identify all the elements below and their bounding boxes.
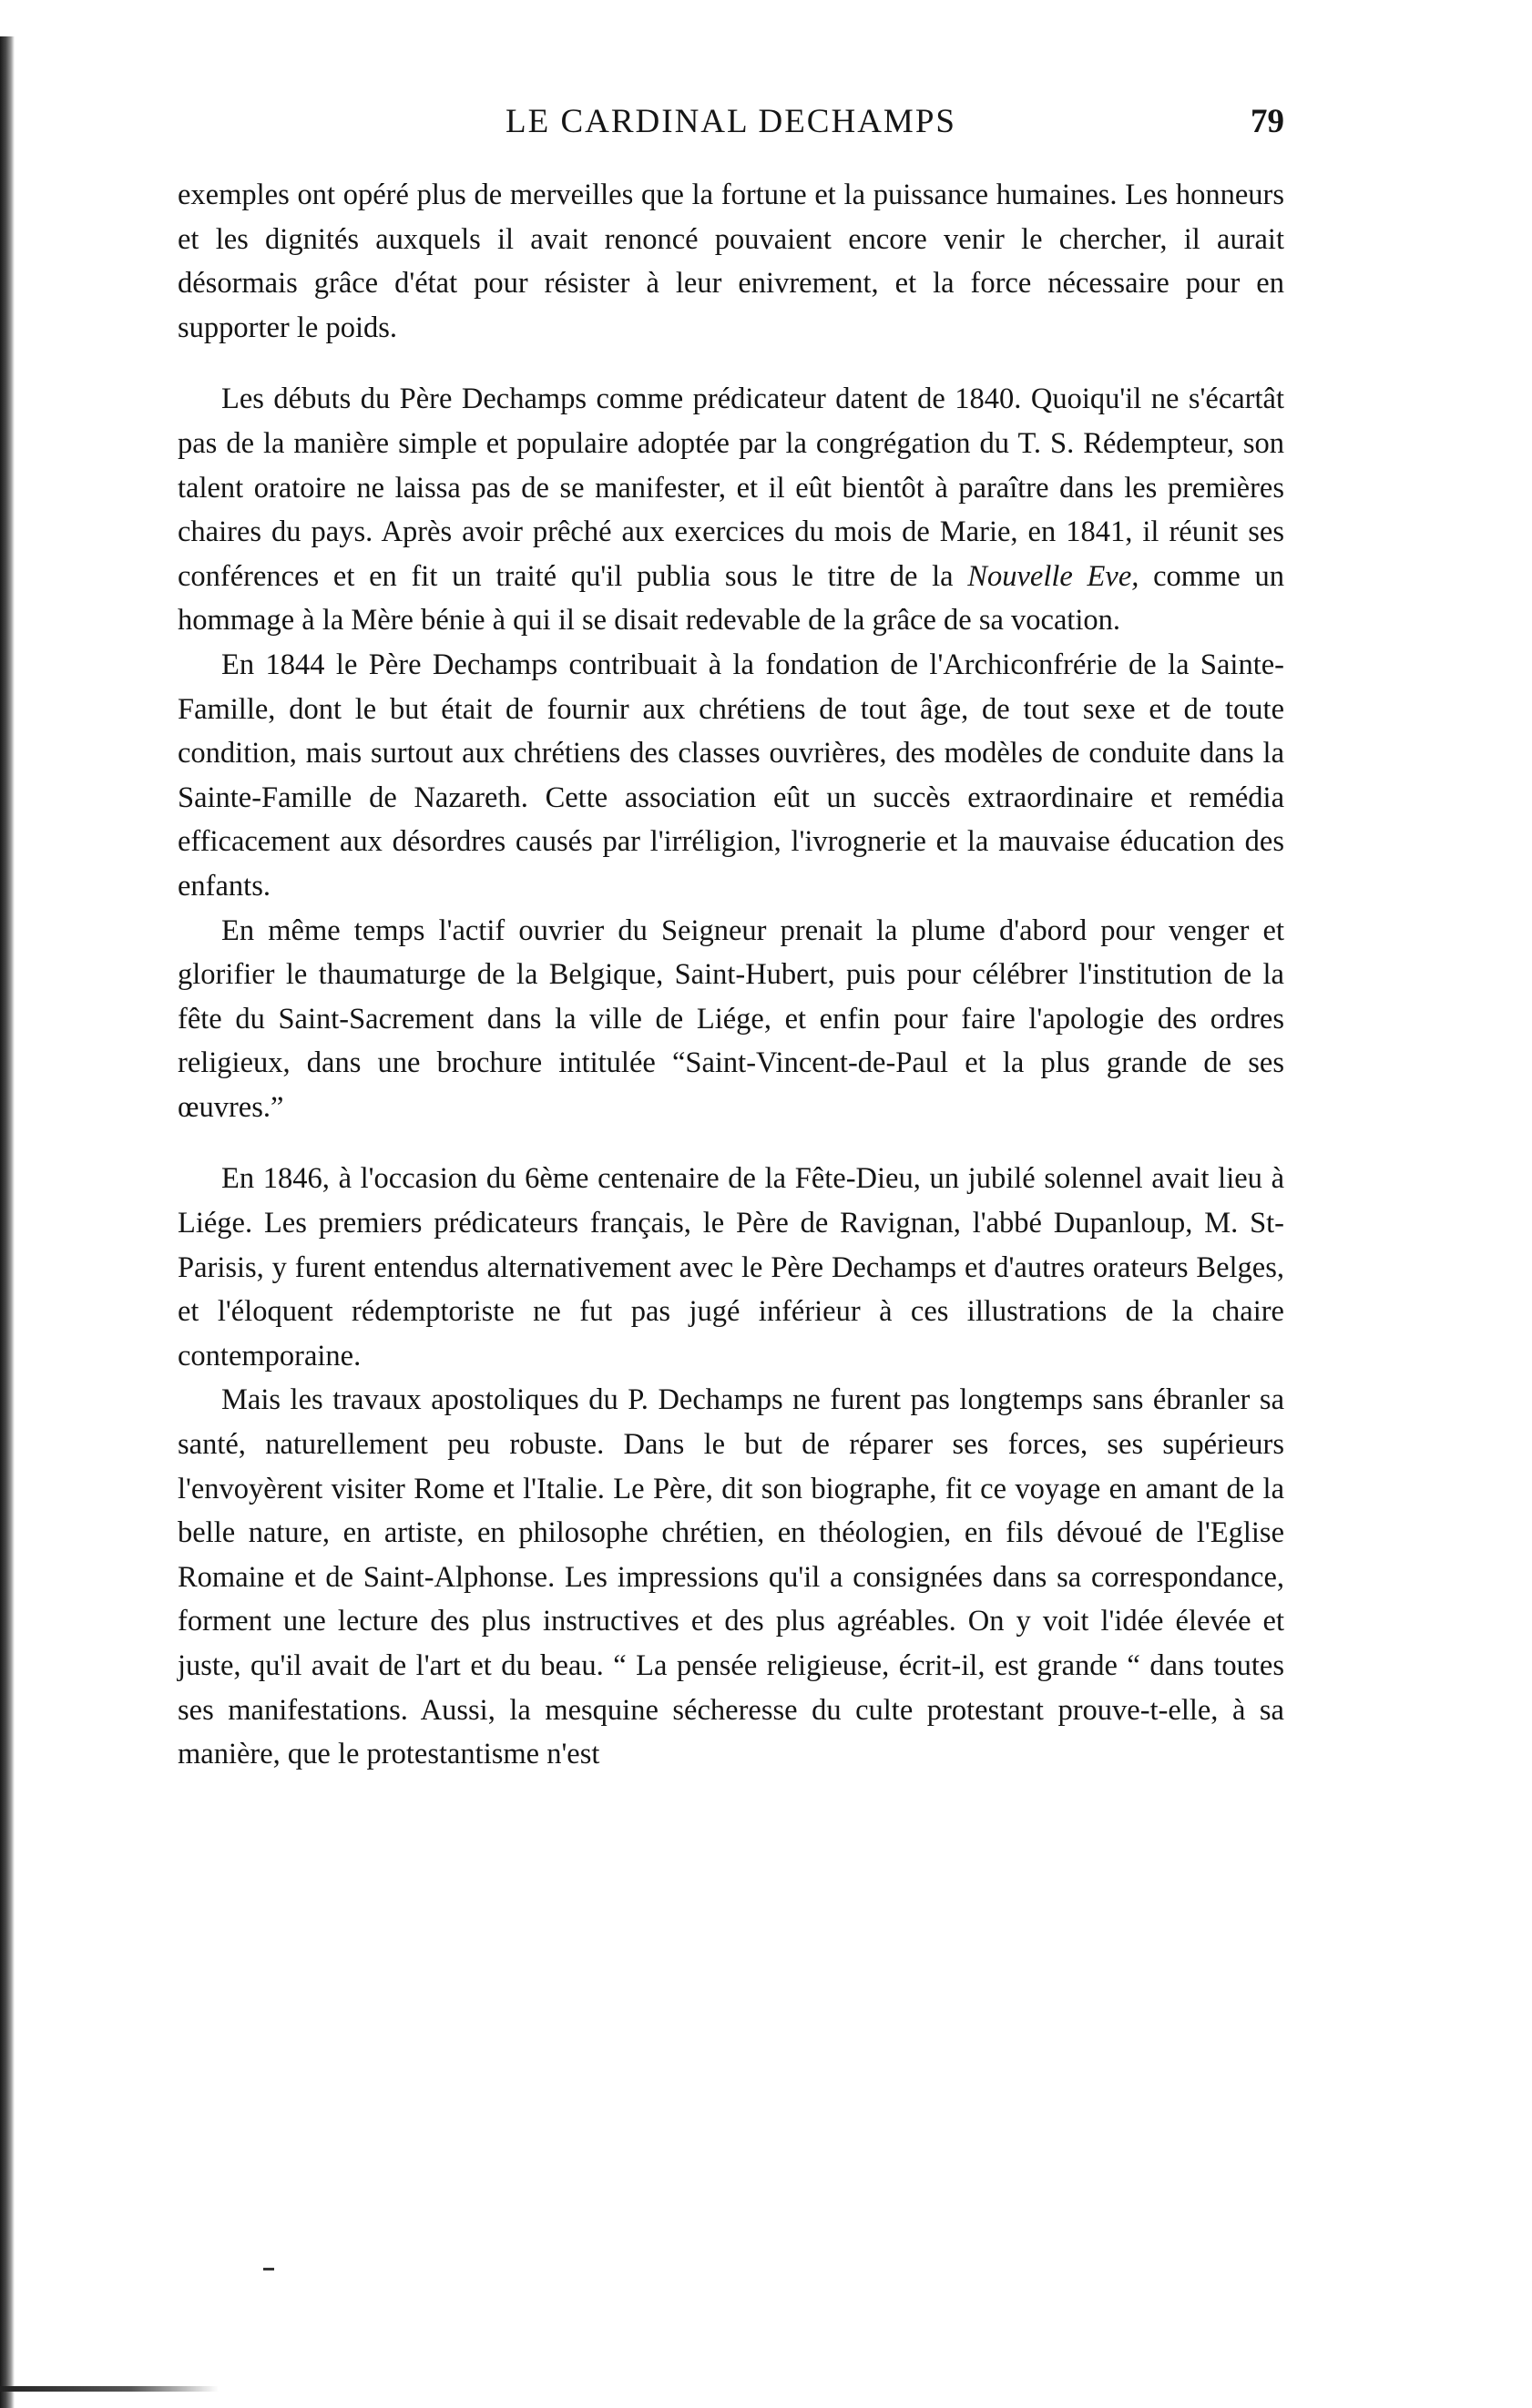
binding-shadow-base bbox=[0, 2386, 219, 2392]
paragraph-2-text-a: Les débuts du Père Dechamps comme prédicateur datent de 1840. Quoiqu'il ne s'écartât pas de la manière simple et populaire adoptée par la congrégation du T. S. Rédempteur, son talent oratoire ne laissa pas de se manifester, et il eût bientôt à paraître dans les premières chaires du pays. Après avoir prêché aux exercices du mois de Marie, en 1841, il réunit ses conférences et en fit un traité qu'il publia sous le titre de la bbox=[178, 383, 1284, 593]
printer-mark bbox=[263, 2268, 274, 2270]
paragraph-2-text-b: comme un hommage à la Mère bénie à qui il se disait redevable de la grâce de sa vocation. bbox=[178, 559, 1284, 638]
body-text bbox=[178, 173, 1284, 1777]
paragraph-3: En 1844 le Père Dechamps contribuait à la fondation de l'Archiconfrérie de la Sainte-Famille, dont le but était de fournir aux chrétiens de tout âge, de tout sexe et de toute condition, mais surtout aux chrétiens des classes ouvrières, des modèles de conduite dans la Sainte-Famille de Nazareth. Cette association eût un succès extraordinaire et remédia efficacement aux désordres causés par l'irréligion, l'ivrognerie et la mauvaise éducation des enfants. bbox=[178, 648, 1284, 903]
running-head bbox=[178, 95, 1284, 149]
book-title-nouvelle-eve: Nouvelle Eve, bbox=[967, 559, 1139, 593]
binding-shadow bbox=[0, 36, 15, 2408]
paragraph-2 bbox=[178, 377, 1284, 643]
paragraph-5: En 1846, à l'occasion du 6ème centenaire de la Fête-Dieu, un jubilé solennel avait lieu à Liége. Les premiers prédicateurs français, le Père de Ravignan, l'abbé Dupanloup, M. St-Parisis, y furent entendus alternativement avec le Père Dechamps et d'autres orateurs Belges, et l'éloquent rédemptoriste ne fut pas jugé inférieur à ces illustrations de la chaire contemporaine. bbox=[178, 1162, 1284, 1372]
paragraph-4: En même temps l'actif ouvrier du Seigneur prenait la plume d'abord pour venger et glorifier le thaumaturge de la Belgique, Saint-Hubert, puis pour célébrer l'institution de la fête du Saint-Sacrement dans la ville de Liége, et enfin pour faire l'apologie des ordres religieux, dans une brochure intitulée “Saint-Vincent-de-Paul et la plus grande de ses œuvres.” bbox=[178, 913, 1284, 1124]
page-number: 79 bbox=[1251, 103, 1284, 140]
paragraph-1: exemples ont opéré plus de merveilles que la fortune et la puissance humaines. Les honneurs et les dignités auxquels il avait renoncé pouvaient encore venir le chercher, il aurait désormais grâce d'état pour résister à leur enivrement, et la force nécessaire pour en supporter le poids. bbox=[178, 179, 1284, 344]
running-title: LE CARDINAL DECHAMPS bbox=[506, 103, 956, 140]
paragraph-6: Mais les travaux apostoliques du P. Dechamps ne furent pas longtemps sans ébranler sa santé, naturellement peu robuste. Dans le but de réparer ses forces, ses supérieurs l'envoyèrent visiter Rome et l'Italie. Le Père, dit son biographe, fit ce voyage en amant de la belle nature, en artiste, en philosophe chrétien, en théologien, en fils dévoué de l'Eglise Romaine et de Saint-Alphonse. Les impressions qu'il a consignées dans sa correspondance, forment une lecture des plus instructives et des plus agréables. On y voit l'idée élevée et juste, qu'il avait de l'art et du beau. “ La pensée religieuse, écrit-il, est grande “ dans toutes ses manifestations. Aussi, la mesquine sécheresse du culte protestant prouve-t-elle, à sa manière, que le protestantisme n'est bbox=[178, 1383, 1284, 1771]
